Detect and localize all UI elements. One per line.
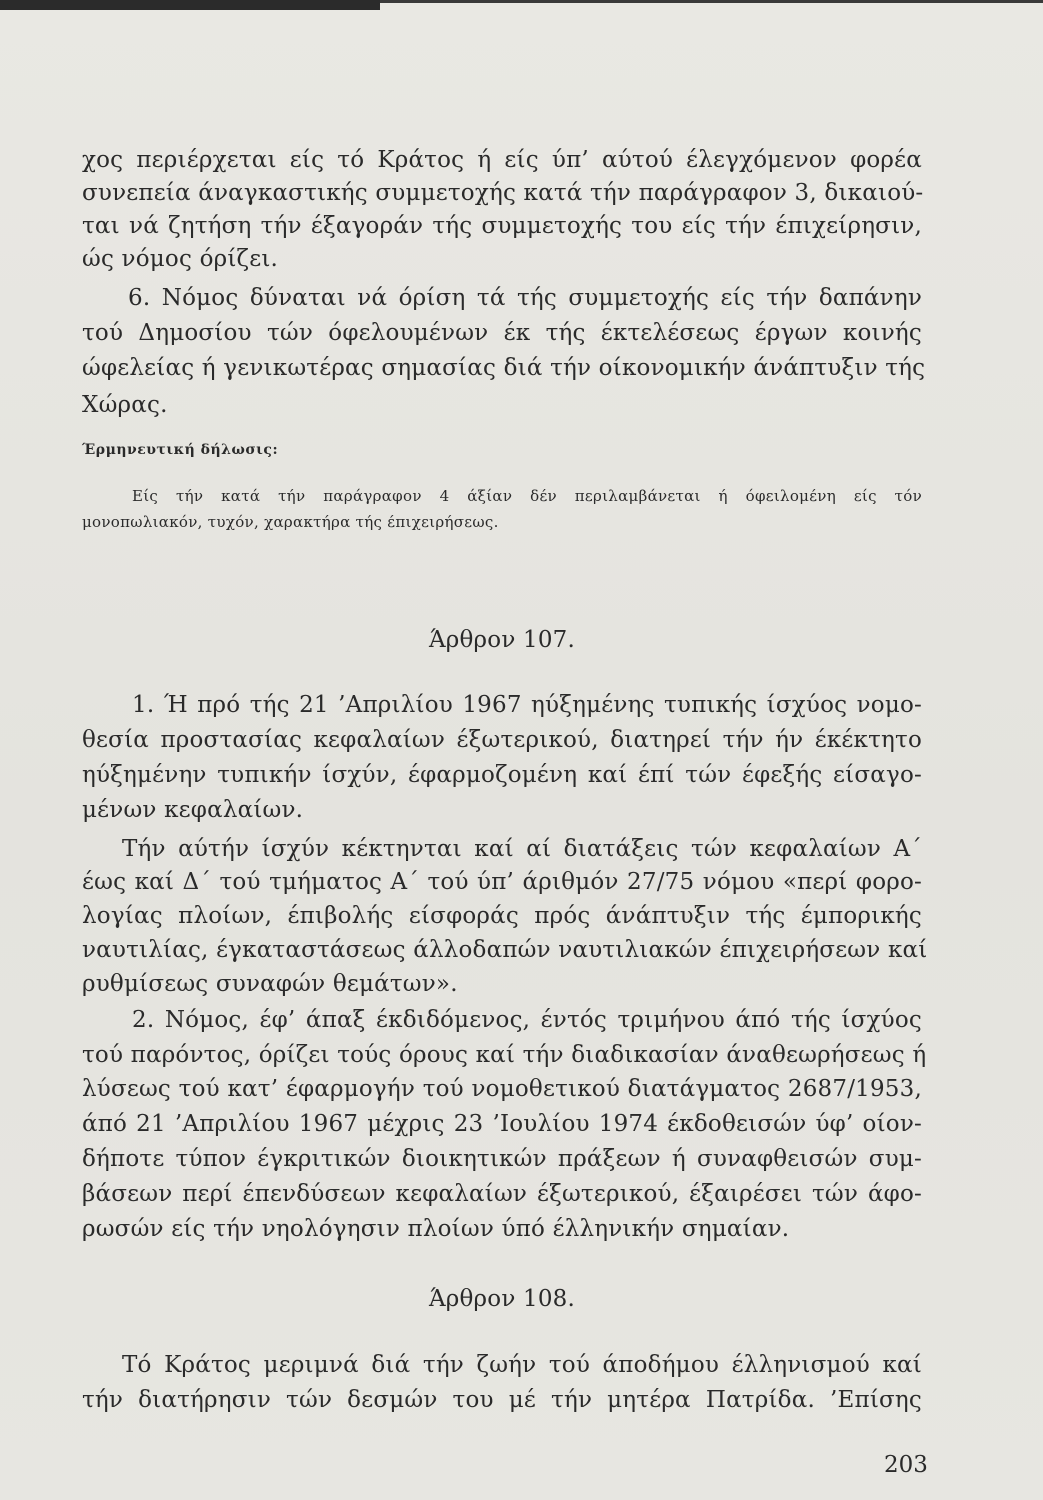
text-line: ώς νόμος όρίζει. <box>82 246 279 272</box>
note-line: μονοπωλιακόν, τυχόν, χαρακτήρα τής έπιχειρήσεως. <box>82 513 499 531</box>
text-line: Χώρας. <box>82 392 168 418</box>
text-line: τήν διατήρησιν τών δεσμών του μέ τήν μητέρα Πατρίδα. ’Επίσης <box>82 1387 922 1413</box>
text-line: λογίας πλοίων, έπιβολής είσφοράς πρός άνάπτυξιν τής έμπορικής <box>82 903 922 929</box>
text-line: 1. Ή πρό τής 21 ’Απριλίου 1967 ηύξημένης τυπικής ίσχύος νομο- <box>132 692 922 718</box>
text-line: Τήν αύτήν ίσχύν κέκτηνται καί αί διατάξεις τών κεφαλαίων Α΄ <box>122 836 922 862</box>
text-line: τού παρόντος, όρίζει τούς όρους καί τήν διαδικασίαν άναθεωρήσεως ή <box>82 1042 927 1068</box>
text-line: ναυτιλίας, έγκαταστάσεως άλλοδαπών ναυτιλιακών έπιχειρήσεων καί <box>82 937 928 963</box>
text-line: ηύξημένην τυπικήν ίσχύν, έφαρμοζομένη καί έπί τών έφεξής είσαγο- <box>82 762 922 788</box>
text-line: συνεπεία άναγκαστικής συμμετοχής κατά τήν παράγραφον 3, δικαιού- <box>82 180 924 206</box>
text-line: 2. Νόμος, έφ’ άπαξ έκδιδόμενος, έντός τριμήνου άπό τής ίσχύος <box>132 1007 922 1033</box>
text-line: ρωσών είς τήν νηολόγησιν πλοίων ύπό έλληνικήν σημαίαν. <box>82 1216 790 1242</box>
text-line: 6. Νόμος δύναται νά όρίση τά τής συμμετοχής είς τήν δαπάνην <box>128 285 922 311</box>
text-line: ται νά ζητήση τήν έξαγοράν τής συμμετοχής του είς τήν έπιχείρησιν, <box>82 213 922 239</box>
text-line: Τό Κράτος μεριμνά διά τήν ζωήν τού άποδήμου έλληνισμού καί <box>122 1352 922 1378</box>
text-line: μένων κεφαλαίων. <box>82 797 304 823</box>
text-line: βάσεων περί έπενδύσεων κεφαλαίων έξωτερικού, έξαιρέσει τών άφο- <box>82 1181 922 1207</box>
page-number: 203 <box>884 1452 928 1478</box>
page-top-shadow <box>0 0 380 10</box>
interpretive-note-label: Έρμηνευτική δήλωσις: <box>82 442 279 458</box>
text-line: λύσεως τού κατ’ έφαρμογήν τού νομοθετικού διατάγματος 2687/1953, <box>82 1076 922 1102</box>
text-line: χος περιέρχεται είς τό Κράτος ή είς ύπ’ αύτού έλεγχόμενον φορέα <box>82 147 922 173</box>
text-line: άπό 21 ’Απριλίου 1967 μέχρις 23 ’Ιουλίου 1974 έκδοθεισών ύφ’ οίον- <box>82 1111 922 1137</box>
text-line: ώφελείας ή γενικωτέρας σημασίας διά τήν οίκονομικήν άνάπτυξιν τής <box>82 355 926 381</box>
text-line: ρυθμίσεως συναφών θεμάτων». <box>82 971 458 997</box>
article-108-heading: Άρθρον 108. <box>428 1286 576 1312</box>
text-line: έως καί Δ΄ τού τμήματος Α΄ τού ύπ’ άριθμόν 27/75 νόμου «περί φορο- <box>82 869 922 895</box>
text-line: δήποτε τύπον έγκριτικών διοικητικών πράξεων ή συναφθεισών συμ- <box>82 1146 922 1172</box>
text-line: τού Δημοσίου τών όφελουμένων έκ τής έκτελέσεως έργων κοινής <box>82 320 922 346</box>
note-line: Είς τήν κατά τήν παράγραφον 4 άξίαν δέν περιλαμβάνεται ή όφειλομένη είς τόν <box>132 487 922 505</box>
article-107-heading: Άρθρον 107. <box>428 627 576 653</box>
text-line: θεσία προστασίας κεφαλαίων έξωτερικού, διατηρεί τήν ήν έκέκτητο <box>82 727 922 753</box>
